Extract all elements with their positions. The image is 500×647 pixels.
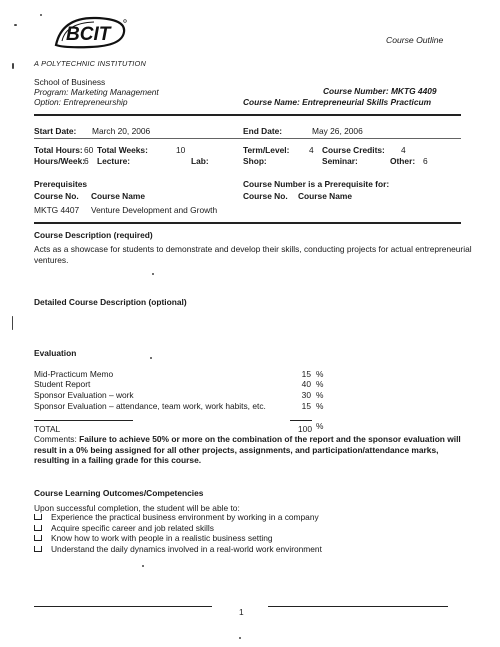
total-label: TOTAL [34, 424, 61, 434]
eval-row [34, 379, 324, 389]
page-number: 1 [239, 607, 244, 617]
eval-item-value: 15 [301, 401, 311, 411]
scan-speck [12, 316, 13, 330]
scan-speck [150, 357, 152, 359]
scan-speck [14, 24, 17, 26]
school-name: School of Business [34, 77, 106, 87]
total-weeks-label: Total Weeks: [97, 145, 148, 155]
header-divider [34, 114, 461, 116]
outcome-text: Experience the practical business environment by working in a company [51, 512, 319, 522]
prerequisites-title: Prerequisites [34, 179, 88, 189]
course-description-title: Course Description (required) [34, 230, 153, 240]
shop-label: Shop: [243, 156, 267, 166]
option-name: Option: Entrepreneurship [34, 97, 128, 107]
footer-rule-right [268, 606, 448, 607]
course-description-text: Acts as a showcase for students to demonstrate and develop their skills, conducting projects for actual entrepreneurial ventures. [34, 244, 472, 265]
hours-week-label: Hours/Week: [34, 156, 86, 166]
bullet-icon [34, 535, 42, 541]
start-date-label: Start Date: [34, 126, 77, 136]
logo-tagline: A POLYTECHNIC INSTITUTION [34, 59, 147, 68]
prereq-for-title: Course Number is a Prerequisite for: [243, 179, 390, 189]
outcome-text: Understand the daily dynamics involved in a real-world work environment [51, 543, 322, 554]
doc-type: Course Outline [386, 35, 444, 45]
eval-row [34, 390, 324, 400]
eval-item-label: Sponsor Evaluation – attendance, team work, work habits, etc. [34, 401, 266, 411]
eval-item-label: Student Report [34, 379, 91, 389]
outcome-text: Acquire specific career and job related skills [51, 522, 214, 533]
total-value: 100 [298, 424, 312, 434]
scan-speck [142, 565, 144, 567]
prereq-for-course-no-header: Course No. [243, 191, 288, 201]
comments-label: Comments: [34, 434, 77, 444]
bcit-logo [52, 15, 130, 49]
total-hours-label: Total Hours: [34, 145, 83, 155]
eval-item-value: 30 [301, 390, 311, 400]
eval-item-unit: % [316, 390, 324, 400]
prereq-course-name: Venture Development and Growth [91, 205, 218, 215]
total-unit: % [316, 421, 324, 431]
term-level-label: Term/Level: [243, 145, 290, 155]
course-credits-label: Course Credits: [322, 145, 385, 155]
seminar-label: Seminar: [322, 156, 358, 166]
list-item [34, 544, 322, 555]
end-date-label: End Date: [243, 126, 283, 136]
eval-row [34, 401, 324, 411]
total-weeks-value: 10 [176, 145, 186, 155]
eval-item-unit: % [316, 369, 324, 379]
scan-speck [239, 637, 241, 639]
prereq-divider [34, 222, 461, 224]
program-name: Program: Marketing Management [34, 87, 159, 97]
logo-wordmark: BCIT [66, 24, 111, 45]
eval-item-label: Sponsor Evaluation – work [34, 390, 134, 400]
comments-text: Failure to achieve 50% or more on the combination of the report and the sponsor evaluation will result in a 0% being assigned for all other projects, assignments, and participation/attendance marks, resulting in a failing grade for this course. [34, 434, 461, 466]
bullet-icon [34, 546, 42, 552]
term-level-value: 4 [309, 145, 314, 155]
course-credits-value: 4 [401, 145, 406, 155]
course-number: Course Number: MKTG 4409 [323, 86, 437, 96]
prereq-course-no-header: Course No. [34, 191, 79, 201]
prereq-course-no: MKTG 4407 [34, 205, 80, 215]
outcome-text: Know how to work with people in a realistic business setting [51, 533, 273, 543]
bullet-icon [34, 514, 42, 520]
lab-label: Lab: [191, 156, 209, 166]
list-item [34, 512, 322, 523]
other-label: Other: [390, 156, 416, 166]
hours-week-value: 6 [84, 156, 89, 166]
eval-row [34, 369, 324, 379]
detailed-description-title: Detailed Course Description (optional) [34, 297, 187, 307]
eval-total-row [34, 421, 324, 434]
total-rule-left [34, 420, 133, 421]
eval-item-value: 15 [301, 369, 311, 379]
evaluation-comments [34, 434, 466, 466]
total-rule-right [290, 420, 312, 421]
evaluation-title: Evaluation [34, 348, 77, 358]
prereq-course-name-header: Course Name [91, 191, 145, 201]
scan-speck [40, 14, 42, 16]
eval-item-label: Mid-Practicum Memo [34, 369, 114, 379]
list-item [34, 523, 322, 534]
other-value: 6 [423, 156, 428, 166]
prereq-for-course-name-header: Course Name [298, 191, 352, 201]
course-name: Course Name: Entrepreneurial Skills Practicum [243, 97, 432, 107]
info-divider [34, 138, 461, 139]
start-date-value: March 20, 2006 [92, 126, 151, 136]
outcomes-title: Course Learning Outcomes/Competencies [34, 488, 204, 498]
outcomes-list [34, 512, 322, 554]
eval-item-unit: % [316, 401, 324, 411]
total-hours-value: 60 [84, 145, 94, 155]
outcomes-intro: Upon successful completion, the student will be able to: [34, 503, 240, 513]
scan-speck [152, 273, 154, 275]
eval-item-unit: % [316, 379, 324, 389]
footer-rule-left [34, 606, 212, 607]
end-date-value: May 26, 2006 [312, 126, 363, 136]
eval-item-value: 40 [301, 379, 311, 389]
lecture-label: Lecture: [97, 156, 131, 166]
bullet-icon [34, 525, 42, 531]
list-item [34, 533, 322, 544]
scan-speck [12, 63, 14, 69]
